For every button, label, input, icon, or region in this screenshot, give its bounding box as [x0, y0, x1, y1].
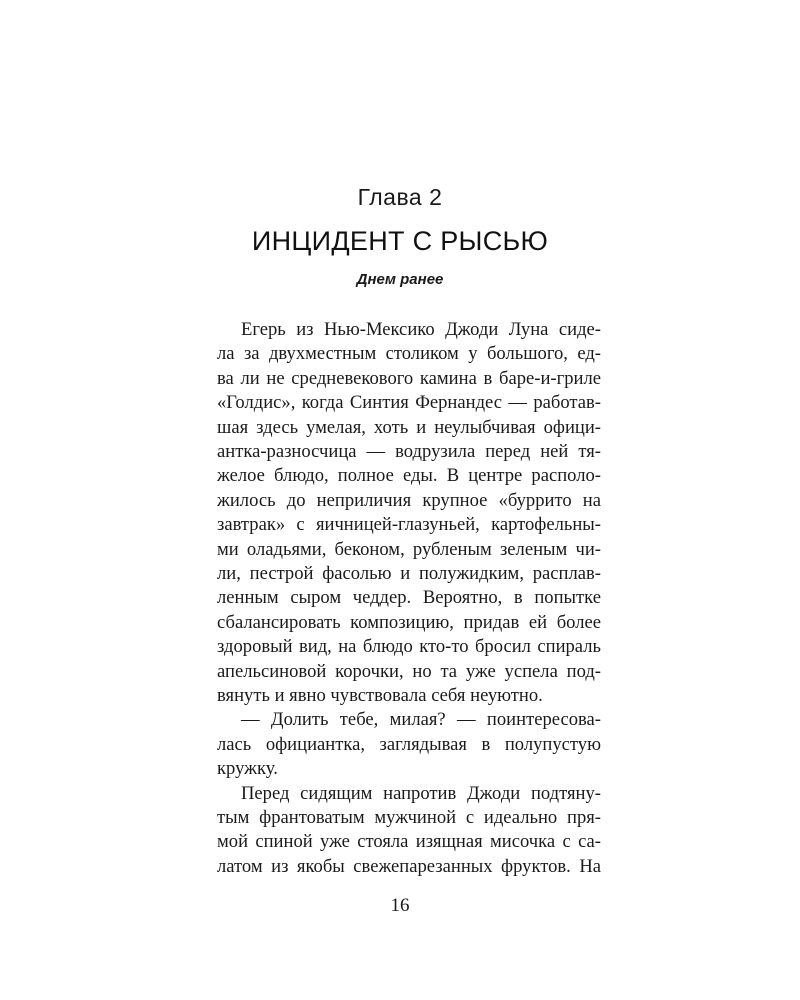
text-line: здоровый вид, на блюдо кто-то бросил спираль — [217, 636, 601, 658]
text-line: ва ли не средневекового камина в баре-и-гриле — [217, 367, 601, 389]
text-line: шая здесь умелая, хоть и неулыбчивая офици- — [217, 416, 601, 438]
text-line: латом из якобы свежепарезанных фруктов. На — [217, 855, 601, 877]
text-line: завтрак» с яичницей-глазуньей, картофельны- — [217, 514, 601, 536]
text-line: ла за двухместным столиком у большого, ед- — [217, 343, 601, 365]
text-line: Егерь из Нью-Мексико Джоди Луна сиде- — [241, 319, 601, 340]
text-line: кружку. — [217, 758, 278, 780]
text-line: ми оладьями, беконом, рубленым зеленым чи- — [217, 538, 601, 560]
text-line: — Долить тебе, милая? — поинтересова- — [241, 709, 601, 731]
text-line: «Голдис», когда Синтия Фернандес — работав- — [217, 392, 601, 414]
text-line: Перед сидящим напротив Джоди подтяну- — [241, 782, 601, 804]
text-line: вянуть и явно чувствовала себя неуютно. — [217, 685, 543, 706]
text-line: сбалансировать композицию, придав ей более — [217, 611, 601, 633]
page-number: 16 — [390, 895, 410, 916]
text-line: жилось до неприличия крупное «буррито на — [217, 489, 601, 511]
text-line: лась официантка, заглядывая в полупустую — [217, 733, 601, 755]
chapter-title: ИНЦИДЕНТ С РЫСЬЮ — [251, 226, 549, 256]
text-line: желое блюдо, полное еды. В центре располо- — [217, 465, 601, 487]
chapter-number: Глава 2 — [357, 184, 443, 210]
text-line: мой спиной уже стояла изящная мисочка с са- — [217, 831, 601, 853]
text-line: апельсиновой корочки, но та уже успела под- — [217, 660, 601, 682]
chapter-subtitle: Днем ранее — [356, 271, 444, 288]
text-line: тым франтоватым мужчиной с идеально пря- — [217, 807, 601, 828]
text-line: антка-разносчица — водрузила перед ней тя- — [217, 441, 601, 462]
text-line: ленным сыром чеддер. Вероятно, в попытке — [217, 587, 601, 609]
text-line: ли, пестрой фасолью и полужидким, расплав- — [217, 563, 601, 584]
